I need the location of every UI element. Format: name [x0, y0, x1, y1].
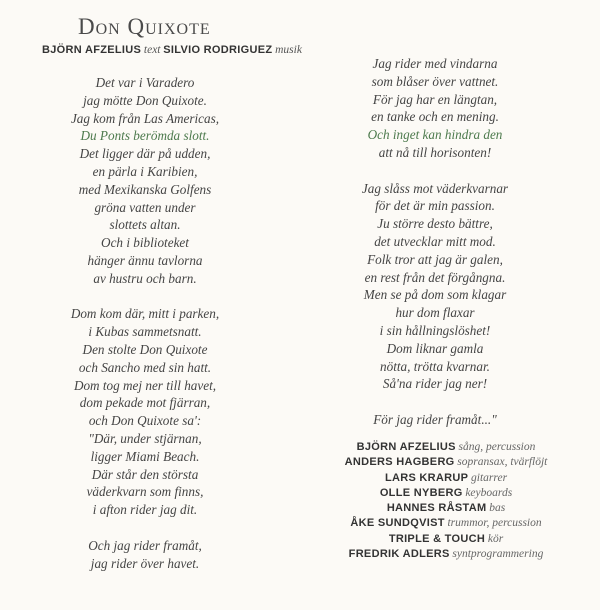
- lyric-line: Och i biblioteket: [101, 235, 189, 251]
- songwriter-credit: [42, 44, 302, 56]
- lyric-line: jag rider över havet.: [90, 555, 200, 571]
- song-title: Don Quixote: [78, 14, 211, 39]
- lyric-line: Och inget kan hindra den: [367, 127, 503, 143]
- lyric-line: nötta, trötta kvarnar.: [380, 358, 490, 374]
- lyric-line: Jag kom från Las Americas,: [70, 110, 220, 126]
- lyric-line: Den stolte Don Quixote: [82, 341, 208, 357]
- lyric-line: För jag rider framåt...": [373, 411, 497, 427]
- lyric-line: en rest från det förgångna.: [364, 269, 506, 285]
- personnel-row: [308, 455, 584, 470]
- musician-role: keyboards: [465, 486, 513, 499]
- lyric-line: dom pekade mot fjärran,: [79, 395, 211, 411]
- lyric-line: Jag slåss mot väderkvarnar: [361, 180, 509, 196]
- lyric-line: Och jag rider framåt,: [88, 537, 202, 553]
- lyrics-right-column: [322, 55, 548, 429]
- lyric-line: väderkvarn som finns,: [86, 484, 204, 500]
- lyric-line: Dom kom där, mitt i parken,: [70, 306, 220, 322]
- lyric-line: gröna vatten under: [94, 199, 196, 215]
- personnel-row: [308, 532, 584, 547]
- personnel-credits: [308, 440, 584, 562]
- musician-role: kör: [487, 532, 504, 545]
- musician-name: BJÖRN AFZELIUS: [356, 441, 456, 453]
- musician-role: trummor, percussion: [447, 517, 542, 530]
- lyric-line: hänger ännu tavlorna: [87, 252, 203, 268]
- personnel-row: [308, 547, 584, 562]
- lyricist-name: BJÖRN AFZELIUS: [42, 44, 142, 56]
- lyric-line: Ju större desto bättre,: [377, 216, 493, 232]
- lyric-line: ligger Miami Beach.: [90, 448, 200, 464]
- lyric-line: Men se på dom som klagar: [363, 287, 507, 303]
- lyric-line: en tanke och en mening.: [371, 109, 499, 125]
- lyric-line: för det är min passion.: [375, 198, 495, 214]
- lyric-line: Du Ponts berömda slott.: [80, 128, 210, 144]
- musician-name: OLLE NYBERG: [379, 486, 463, 499]
- lyric-line: det utvecklar mitt mod.: [374, 233, 496, 249]
- lyric-line: Det ligger där på udden,: [79, 146, 211, 162]
- personnel-row: [308, 501, 584, 516]
- lyric-line: som blåser över vattnet.: [371, 73, 499, 89]
- composer-role: musik: [275, 44, 302, 56]
- stanza-gap: [322, 393, 548, 411]
- lyric-line: För jag har en längtan,: [372, 91, 498, 107]
- lyric-line: att nå till horisonten!: [378, 144, 492, 160]
- personnel-row: [308, 486, 584, 501]
- lyric-line: i sin hållningslöshet!: [379, 322, 491, 338]
- lyric-line: Dom tog mej ner till havet,: [73, 377, 217, 393]
- musician-role: sopransax, tvärflöjt: [457, 456, 548, 469]
- lyric-line: Så'na rider jag ner!: [382, 376, 488, 392]
- lyric-line: slottets altan.: [109, 217, 181, 233]
- lyricist-role: text: [143, 44, 161, 56]
- lyric-line: Det var i Varadero: [95, 75, 195, 90]
- lyric-line: och Don Quixote sa':: [88, 413, 202, 429]
- lyrics-left-column: [40, 74, 250, 572]
- musician-role: sång, percussion: [458, 441, 536, 453]
- musician-role: bas: [489, 502, 506, 515]
- personnel-row: [308, 440, 584, 455]
- stanza-gap: [40, 519, 250, 537]
- lyric-line: "Där, under stjärnan,: [88, 430, 202, 446]
- stanza-gap: [40, 288, 250, 306]
- personnel-row: [308, 471, 584, 486]
- musician-role: syntprogrammering: [452, 548, 544, 561]
- personnel-row: [308, 516, 584, 531]
- lyric-line: jag mötte Don Quixote.: [83, 92, 207, 108]
- lyric-line: Dom liknar gamla: [386, 340, 484, 356]
- lyric-line: av hustru och barn.: [93, 270, 197, 286]
- lyric-line: med Mexikanska Golfens: [78, 181, 212, 197]
- lyric-line: Folk tror att jag är galen,: [367, 251, 503, 267]
- musician-name: HANNES RÅSTAM: [386, 502, 487, 515]
- lyric-line: Där står den största: [91, 466, 199, 482]
- lyric-line: hur dom flaxar: [395, 305, 475, 321]
- musician-name: LARS KRARUP: [384, 471, 469, 484]
- lyric-line: Jag rider med vindarna: [372, 56, 498, 71]
- musician-name: ANDERS HAGBERG: [344, 456, 455, 469]
- musician-role: gitarrer: [471, 471, 508, 484]
- lyric-line: en pärla i Karibien,: [92, 163, 198, 179]
- stanza-gap: [322, 162, 548, 180]
- lyric-line: i Kubas sammetsnatt.: [88, 324, 202, 340]
- lyric-line: i afton rider jag dit.: [92, 502, 198, 518]
- musician-name: TRIPLE & TOUCH: [388, 532, 486, 545]
- musician-name: FREDRIK ADLERS: [348, 548, 450, 561]
- musician-name: ÅKE SUNDQVIST: [350, 517, 445, 530]
- composer-name: SILVIO RODRIGUEZ: [163, 44, 273, 56]
- lyric-line: och Sancho med sin hatt.: [78, 359, 212, 375]
